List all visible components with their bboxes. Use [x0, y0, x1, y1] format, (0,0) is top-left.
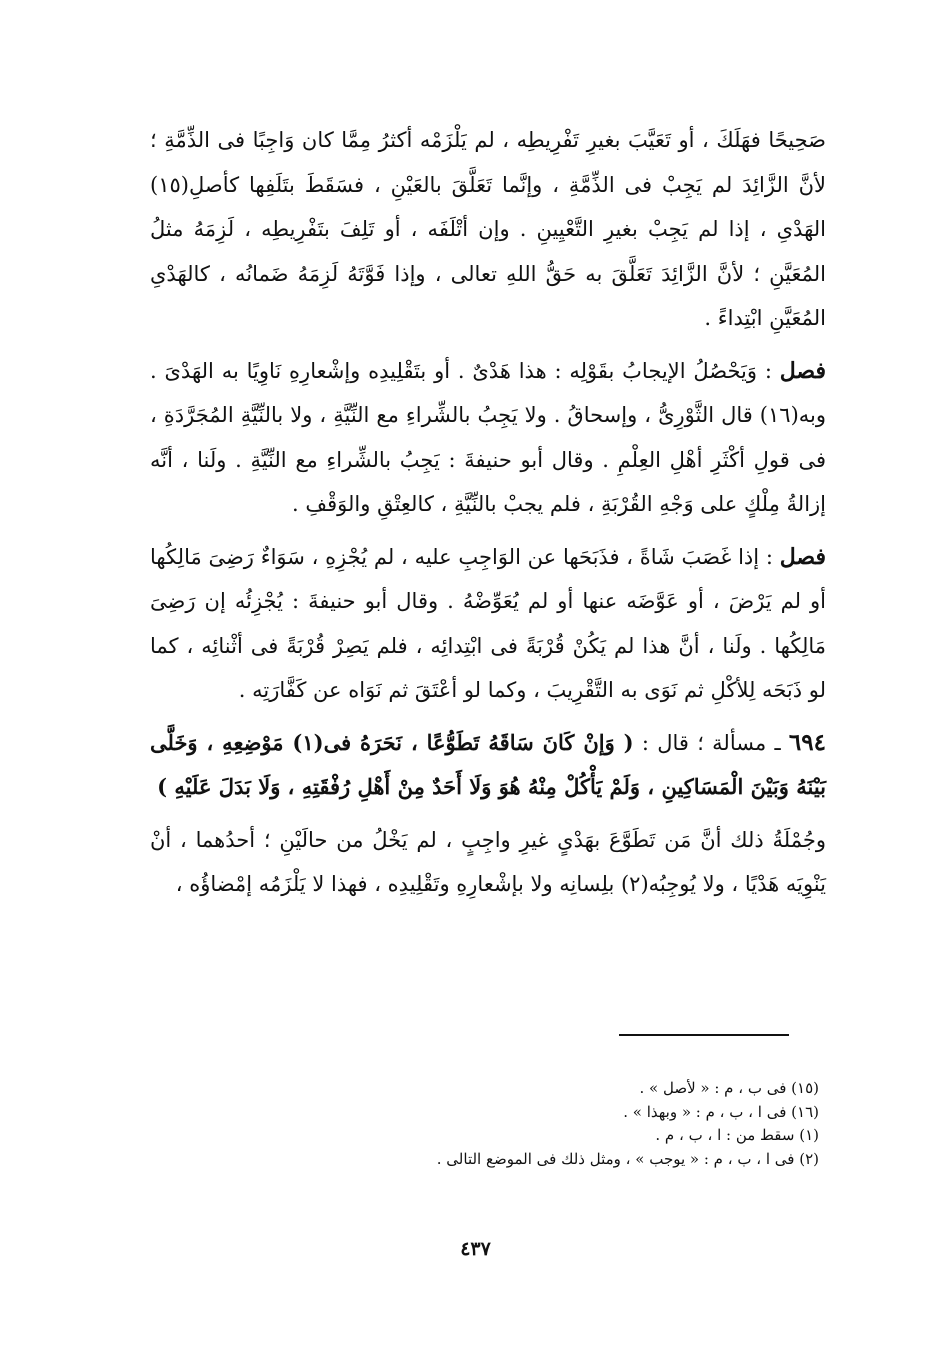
footnote-item: (١) سقط من : ا ، ب ، م .: [655, 1126, 819, 1144]
footnotes-list: [259, 1077, 819, 1171]
paragraph-2-text: : وَيَحْصُلُ الإيجابُ بقَوْلِه : هذا هَدْىٌ . أو بتَقْلِيدِه وإشْعارِهِ نَاوِيًا به الهَدْىَ . وبه(١٦) قال الثَّوْرِىُّ ، وإسحاقُ . ولا يَجِبُ بالشِّراءِ مع النِّيَّةِ ، ولا بالنِّيَّةِ المُجَرَّدَةِ ، فى قولِ أكْثَرِ أهْلِ العِلْمِ . وقال أبو حنيفةَ : يَجِبُ بالشِّراءِ مع النِّيَّةِ . ولَنا ، أنَّه إزالةُ مِلْكٍ على وَجْهِ القُرْبَةِ ، فلم يجبْ بالنِّيَّةِ ، كالعِتْقِ والوَقْفِ .: [150, 358, 826, 516]
footnote-item: (٢) فى ا ، ب ، م : « يوجب » ، ومثل ذلك فى الموضع التالى .: [436, 1149, 819, 1168]
paragraph-5: وجُمْلَةُ ذلك أنَّ مَن تَطَوَّعَ بهَدْىٍ غيرِ واجِبٍ ، لم يَخْلُ من حالَيْنِ ؛ أحدُهما ، أنْ يَنْوِيَه هَدْيًا ، ولا يُوجِبُه(٢) بلِسانِه ولا بإشْعارِهِ وتَقْلِيدِه ، فهذا لا يَلْزَمُه إمْضاؤُه ،: [150, 827, 826, 896]
page-number: ٤٣٧: [460, 1238, 491, 1260]
paragraph-2: [150, 349, 826, 527]
section-label: فصل: [779, 543, 826, 570]
footnote-item: (١٥) فى ب ، م : « لأصل » .: [639, 1079, 819, 1097]
paragraph-3: [150, 535, 826, 713]
section-label: فصل: [779, 357, 826, 384]
footnote-divider: [619, 1034, 789, 1036]
masala-lead: ـ مسألة ؛ قال :: [641, 730, 781, 755]
footnote-item: (١٦) فى ا ، ب ، م : « وبهذا » .: [623, 1102, 819, 1121]
paragraph-1: صَحِيحًا فهَلَكَ ، أو تَعَيَّبَ بغيرِ تَفْرِيطِه ، لم يَلْزَمْه أكثرُ مِمَّا كان وَاجِبًا فى الذِّمَّةِ ؛ لأنَّ الزَّائِدَ لم يَجِبْ فى الذِّمَّةِ ، وإنَّما تَعَلَّقَ بالعَيْنِ ، فسَقَطَ بتَلَفِها كأصلِ(١٥) الهَدْىِ ، إذا لم يَجِبْ بغيرِ التَّعْيِينِ . وإن أتْلَفَه ، أو تَلِفَ بتَفْرِيطِه ، لَزِمَهُ مثلُ المُعَيَّنِ ؛ لأنَّ الزَّائِدَ تَعَلَّقَ به حَقُّ اللهِ تعالى ، وإذا فَوَّتَهُ لَزِمَهُ ضَمانُه ، كالهَدْىِ المُعَيَّنِ ابْتِداءً .: [150, 128, 826, 330]
masala-number: ٦٩٤: [788, 728, 826, 756]
paragraph-3-text: : إذا غَصَبَ شَاةً ، فذَبَحَها عن الوَاجِبِ عليه ، لم يُجْزِهِ ، سَوَاءٌ رَضِىَ مَالِكُها أو لم يَرْضَ ، أو عَوَّضَه عنها أو لم يُعَوِّضْهُ . وقال أبو حنيفةَ : يُجْزِئُه إن رَضِىَ مَالِكُها . ولَنا ، أنَّ هذا لم يَكُنْ قُرْبَةً فى ابْتِدائِه ، فلم يَصِرْ قُرْبَةً فى أثْنائِه ، كما لو ذَبَحَه لِلأكْلِ ثم نَوَى به التَّقْرِيبَ ، وكما لو أعْتَقَ ثم نَوَاه عن كَفَّارَتِه .: [150, 544, 826, 702]
masala-paragraph: [150, 721, 826, 810]
masala-quote: ( وَإنْ كَانَ سَاقَهُ تَطَوُّعًا ، نَحَرَهُ فى(١) مَوْضِعِهِ ، وَخَلَّى بَيْنَهُ وَبَيْنَ الْمَسَاكِينِ ، وَلَمْ يَأْكُلْ مِنْهُ هُوَ وَلَا أَحَدٌ مِنْ أَهْلِ رُفْقَتِهِ ، وَلَا بَدَلَ عَلَيْهِ ): [150, 729, 826, 799]
